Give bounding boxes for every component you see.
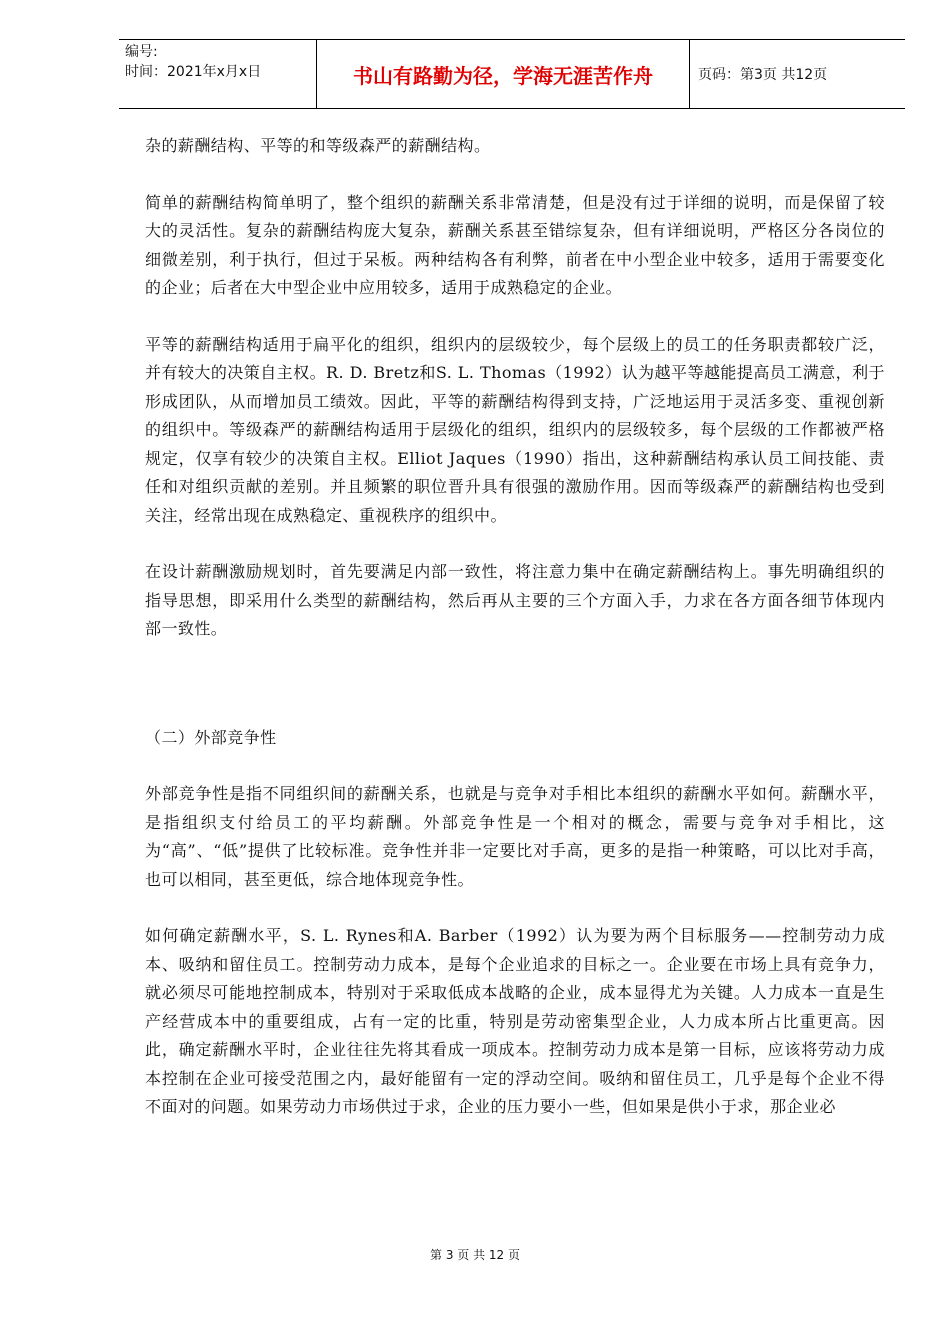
paragraph-internal-consistency: 在设计薪酬激励规划时，首先要满足内部一致性，将注意力集中在确定薪酬结构上。事先明确组织的指导思想，即采用什么类型的薪酬结构，然后再从主要的三个方面入手，力求在各方面各细节体现内部一致性。	[145, 562, 885, 638]
paragraph-equal-vs-hierarchical: 平等的薪酬结构适用于扁平化的组织，组织内的层级较少，每个层级上的员工的任务职责都较广泛，并有较大的决策自主权。R. D. Bretz和S. L. Thomas（1992）认为越平等越能提高员工满意，利于形成团队，从而增加员工绩效。因此，平等的薪酬结构得到支持，广泛地运用于灵活多变、重视创新的组织中。等级森严的薪酬结构适用于层级化的组织，组织内的层级较多，每个层级的工作都被严格规定，仅享有较少的决策自主权。Elliot Jaques（1990）指出，这种薪酬结构承认员工间技能、责任和对组织贡献的差别。并且频繁的职位晋升具有很强的激励作用。因而等级森严的薪酬结构也受到关注，经常出现在成熟稳定、重视秩序的组织中。	[145, 334, 885, 525]
page-footer: 第 3 页 共 12 页	[430, 1248, 520, 1262]
time-label: 时间：2021年x月x日	[125, 64, 262, 80]
number-label: 编号:	[125, 44, 158, 60]
paragraph-continuation: 杂的薪酬结构、平等的和等级森严的薪酬结构。	[145, 136, 491, 155]
header-meta	[119, 40, 316, 108]
paragraph-external-competitiveness: 外部竞争性是指不同组织间的薪酬关系，也就是与竞争对手相比本组织的薪酬水平如何。薪酬水平，是指组织支付给员工的平均薪酬。外部竞争性是一个相对的概念，需要与竞争对手相比，这为“高”、“低”提供了比较标准。竞争性并非一定要比对手高，更多的是指一种策略，可以比对手高，也可以相同，甚至更低，综合地体现竞争性。	[145, 784, 885, 889]
section-heading: （二）外部竞争性	[145, 727, 277, 747]
paragraph-pay-level: 如何确定薪酬水平，S. L. Rynes和A. Barber（1992）认为要为两个目标服务——控制劳动力成本、吸纳和留住员工。控制劳动力成本，是每个企业追求的目标之一。企业要在市场上具有竞争力，就必须尽可能地控制成本，特别对于采取低成本战略的企业，成本显得尤为关键。人力成本一直是生产经营成本中的重要组成，占有一定的比重，特别是劳动密集型企业，人力成本所占比重更高。因此，确定薪酬水平时，企业往往先将其看成一项成本。控制劳动力成本是第一目标，应该将劳动力成本控制在企业可接受范围之内，最好能留有一定的浮动空间。吸纳和留住员工，几乎是每个企业不得不面对的问题。如果劳动力市场供过于求，企业的压力要小一些，但如果是供小于求，那企业必	[145, 926, 885, 1116]
header-motto: 书山有路勤为径，学海无涯苦作舟	[316, 40, 690, 108]
header-page-info: 页码：第3页 共12页	[698, 67, 828, 83]
document-header	[119, 39, 905, 109]
document-body	[145, 132, 885, 1122]
paragraph-simple-vs-complex: 简单的薪酬结构简单明了，整个组织的薪酬关系非常清楚，但是没有过于详细的说明，而是保留了较大的灵活性。复杂的薪酬结构庞大复杂，薪酬关系甚至错综复杂，但有详细说明，严格区分各岗位的细微差别，利于执行，但过于呆板。两种结构各有利弊，前者在中小型企业中较多，适用于需要变化的企业；后者在大中型企业中应用较多，适用于成熟稳定的企业。	[145, 192, 885, 297]
